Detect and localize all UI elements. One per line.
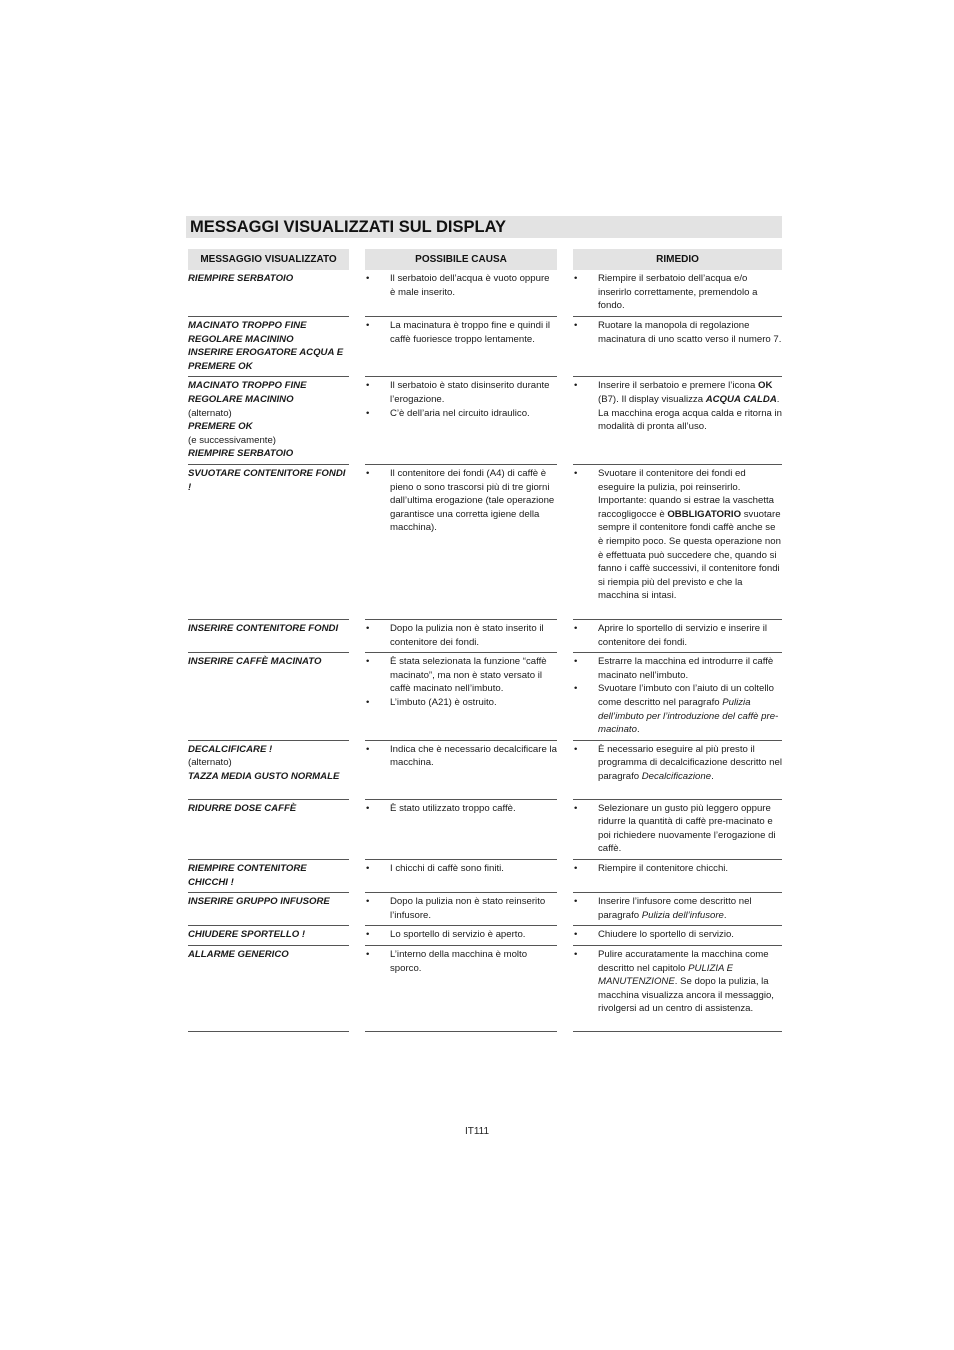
table-row bbox=[188, 800, 782, 860]
cause-cell bbox=[365, 465, 557, 620]
text-run: Selezionare un gusto più leggero oppure ridurre la quantità di caffè pre-macinato e poi richiedere nuovamente l’erogazione di caffè. bbox=[598, 802, 776, 855]
text-run: . Se dopo la pulizia, la macchina visualizza ancora il messaggio, rivolgersi ad un centro di assistenza. bbox=[598, 976, 774, 1015]
text-run: È stato utilizzato troppo caffè. bbox=[390, 802, 516, 814]
text-run: È necessario eseguire al più presto il programma di decalcificazione descritto nel paragrafo bbox=[598, 743, 782, 782]
remedy-list bbox=[573, 862, 782, 876]
text-run: Inserire l’infusore come descritto nel paragrafo bbox=[598, 896, 752, 921]
remedy-cell bbox=[573, 620, 782, 653]
message-text: PREMERE OK bbox=[188, 421, 253, 433]
column-gap bbox=[557, 946, 573, 1032]
remedy-cell bbox=[573, 800, 782, 860]
message-note: (alternato) bbox=[188, 757, 232, 769]
text-run: I chicchi di caffè sono finiti. bbox=[390, 863, 504, 875]
cause-cell bbox=[365, 800, 557, 860]
remedy-cell bbox=[573, 653, 782, 741]
text-run: Pulire accuratamente la macchina come descritto nel capitolo bbox=[598, 949, 769, 974]
text-run: Inserire il serbatoio e premere l’icona bbox=[598, 380, 758, 392]
text-run: Il serbatoio è stato disinserito durante l’erogazione. bbox=[390, 380, 550, 405]
cause-cell bbox=[365, 860, 557, 893]
message-cell bbox=[188, 465, 349, 620]
header-message: MESSAGGIO VISUALIZZATO bbox=[188, 249, 349, 270]
text-run: Il contenitore dei fondi (A4) di caffè è pieno o sono trascorsi più di tre giorni dall’ultima erogazione (tale operazione garantisce una corretta igiene della macchina). bbox=[390, 467, 555, 534]
text-run: . bbox=[711, 770, 714, 782]
column-gap bbox=[349, 893, 365, 926]
column-gap bbox=[557, 926, 573, 946]
remedy-cell bbox=[573, 465, 782, 620]
text-run: Chiudere lo sportello di servizio. bbox=[598, 929, 734, 941]
remedy-list bbox=[573, 467, 782, 603]
message-cell bbox=[188, 317, 349, 377]
message-text: REGOLARE MACININO bbox=[188, 393, 294, 405]
remedy-item bbox=[573, 928, 782, 942]
remedy-cell bbox=[573, 377, 782, 465]
cause-item bbox=[365, 622, 557, 649]
section-title: MESSAGGI VISUALIZZATI SUL DISPLAY bbox=[186, 216, 782, 238]
table-row bbox=[188, 946, 782, 1032]
message-text: INSERIRE GRUPPO INFUSORE bbox=[188, 896, 330, 908]
remedy-cell bbox=[573, 860, 782, 893]
column-gap bbox=[349, 926, 365, 946]
message-text: INSERIRE EROGATORE ACQUA E PREMERE OK bbox=[188, 347, 344, 372]
column-gap bbox=[557, 317, 573, 377]
column-gap bbox=[349, 741, 365, 800]
message-text: REGOLARE MACININO bbox=[188, 333, 294, 345]
text-run: Riempire il serbatoio dell’acqua e/o inserirlo correttamente, premendolo a fondo. bbox=[598, 273, 758, 312]
message-cell bbox=[188, 860, 349, 893]
cause-cell bbox=[365, 377, 557, 465]
message-cell bbox=[188, 893, 349, 926]
message-text: INSERIRE CONTENITORE FONDI bbox=[188, 622, 339, 634]
message-cell bbox=[188, 741, 349, 800]
remedy-list bbox=[573, 622, 782, 649]
table-row bbox=[188, 893, 782, 926]
header-cause: POSSIBILE CAUSA bbox=[365, 249, 557, 270]
cause-item bbox=[365, 379, 557, 406]
table-row bbox=[188, 620, 782, 653]
cause-item bbox=[365, 272, 557, 299]
cause-item bbox=[365, 407, 557, 421]
message-text: DECALCIFICARE ! bbox=[188, 743, 273, 755]
message-text: RIEMPIRE SERBATOIO bbox=[188, 273, 294, 284]
text-run: La macinatura è troppo fine e quindi il caffè fuoriesce troppo lentamente. bbox=[390, 320, 550, 345]
remedy-item bbox=[573, 379, 782, 433]
message-cell bbox=[188, 926, 349, 946]
cause-cell bbox=[365, 946, 557, 1032]
remedy-list bbox=[573, 272, 782, 313]
column-gap bbox=[349, 270, 365, 317]
text-run: Decalcificazione bbox=[641, 770, 712, 782]
text-run: OK bbox=[757, 380, 773, 392]
message-text: RIEMPIRE SERBATOIO bbox=[188, 448, 294, 460]
cause-item bbox=[365, 928, 557, 942]
message-text: RIDURRE DOSE CAFFÈ bbox=[188, 802, 297, 814]
text-run: ACQUA CALDA bbox=[705, 393, 777, 405]
message-text: MACINATO TROPPO FINE bbox=[188, 380, 307, 392]
remedy-cell bbox=[573, 926, 782, 946]
text-run: L’interno della macchina è molto sporco. bbox=[390, 949, 528, 974]
message-cell bbox=[188, 270, 349, 317]
message-cell bbox=[188, 800, 349, 860]
text-run: Estrarre la macchina ed introdurre il caffè macinato nell’imbuto. bbox=[598, 656, 774, 681]
table-row bbox=[188, 317, 782, 377]
table-row bbox=[188, 860, 782, 893]
remedy-item bbox=[573, 895, 782, 922]
column-gap bbox=[557, 893, 573, 926]
remedy-cell bbox=[573, 893, 782, 926]
remedy-item bbox=[573, 682, 782, 736]
column-gap bbox=[557, 800, 573, 860]
table-row bbox=[188, 926, 782, 946]
cause-cell bbox=[365, 270, 557, 317]
table-row bbox=[188, 377, 782, 465]
column-gap bbox=[557, 377, 573, 465]
text-run: Riempire il contenitore chicchi. bbox=[598, 863, 729, 875]
remedy-item bbox=[573, 272, 782, 313]
message-text: CHIUDERE SPORTELLO ! bbox=[188, 929, 306, 941]
message-note: (alternato) bbox=[188, 407, 232, 419]
message-text: ALLARME GENERICO bbox=[188, 949, 289, 961]
cause-list bbox=[365, 948, 557, 975]
cause-list bbox=[365, 622, 557, 649]
header-remedy: RIMEDIO bbox=[573, 249, 782, 270]
column-gap bbox=[557, 270, 573, 317]
text-run: Lo sportello di servizio è aperto. bbox=[390, 929, 526, 941]
remedy-item bbox=[573, 802, 782, 856]
remedy-list bbox=[573, 379, 782, 433]
cause-list bbox=[365, 862, 557, 876]
column-gap bbox=[557, 465, 573, 620]
column-gap bbox=[557, 620, 573, 653]
column-gap bbox=[349, 946, 365, 1032]
text-run: L’imbuto (A21) è ostruito. bbox=[390, 696, 497, 708]
text-run: . bbox=[636, 724, 640, 736]
table-row bbox=[188, 741, 782, 800]
cause-cell bbox=[365, 926, 557, 946]
remedy-list bbox=[573, 802, 782, 856]
message-text: MACINATO TROPPO FINE bbox=[188, 320, 307, 331]
column-gap bbox=[557, 741, 573, 800]
cause-list bbox=[365, 928, 557, 942]
cause-list bbox=[365, 895, 557, 922]
remedy-cell bbox=[573, 317, 782, 377]
text-run: PULIZIA E MANUTENZIONE bbox=[598, 962, 734, 988]
column-gap bbox=[349, 653, 365, 741]
cause-list bbox=[365, 743, 557, 770]
message-note: (e successivamente) bbox=[188, 434, 276, 446]
page-number: IT111 bbox=[464, 1126, 490, 1137]
cause-item bbox=[365, 467, 557, 535]
text-run: svuotare sempre il contenitore fondi caffè anche se è riempito poco. Se questa operazione non è effettuata può succedere che, quando si fanno i caffè successivi, il contenitore fondi si riempia più del previsto e che la macchina si intasi. bbox=[598, 508, 781, 602]
column-gap bbox=[557, 653, 573, 741]
text-run: Indica che è necessario decalcificare la macchina. bbox=[390, 743, 557, 769]
remedy-item bbox=[573, 622, 782, 649]
cause-item bbox=[365, 948, 557, 975]
remedy-list bbox=[573, 948, 782, 1016]
column-gap bbox=[349, 860, 365, 893]
text-run: Pulizia dell’imbuto per l’introduzione del caffè pre-macinato bbox=[598, 696, 779, 736]
column-gap bbox=[349, 620, 365, 653]
text-run: Dopo la pulizia non è stato reinserito l’infusore. bbox=[390, 896, 546, 921]
text-run: Svuotare il contenitore dei fondi ed eseguire la pulizia, poi reinserirlo. Importante: quando si estrae la vaschetta raccogligocce è bbox=[598, 467, 774, 520]
remedy-item bbox=[573, 319, 782, 346]
table-row bbox=[188, 465, 782, 620]
text-run: Svuotare l’imbuto con l’aiuto di un coltello come descritto nel paragrafo bbox=[598, 683, 774, 708]
message-text: TAZZA MEDIA GUSTO NORMALE bbox=[188, 770, 340, 782]
cause-list bbox=[365, 802, 557, 816]
remedy-list bbox=[573, 319, 782, 346]
message-cell bbox=[188, 620, 349, 653]
remedy-list bbox=[573, 895, 782, 922]
message-cell bbox=[188, 377, 349, 465]
messages-table bbox=[188, 270, 782, 1032]
remedy-item bbox=[573, 862, 782, 876]
text-run: Pulizia dell’infusore bbox=[641, 909, 724, 921]
remedy-cell bbox=[573, 270, 782, 317]
cause-cell bbox=[365, 620, 557, 653]
remedy-list bbox=[573, 655, 782, 737]
cause-list bbox=[365, 272, 557, 299]
message-text: RIEMPIRE CONTENITORE CHICCHI ! bbox=[188, 863, 307, 888]
column-gap bbox=[349, 465, 365, 620]
text-run: Dopo la pulizia non è stato inserito il contenitore dei fondi. bbox=[390, 622, 544, 648]
remedy-item bbox=[573, 655, 782, 682]
cause-item bbox=[365, 319, 557, 346]
remedy-item bbox=[573, 743, 782, 784]
text-run: C’è dell’aria nel circuito idraulico. bbox=[390, 407, 530, 419]
remedy-cell bbox=[573, 741, 782, 800]
cause-item bbox=[365, 802, 557, 816]
cause-item bbox=[365, 862, 557, 876]
cause-cell bbox=[365, 893, 557, 926]
remedy-list bbox=[573, 928, 782, 942]
message-cell bbox=[188, 946, 349, 1032]
cause-list bbox=[365, 379, 557, 420]
message-text: INSERIRE CAFFÈ MACINATO bbox=[188, 656, 322, 668]
table-row bbox=[188, 270, 782, 317]
column-gap bbox=[349, 377, 365, 465]
column-gap bbox=[557, 860, 573, 893]
cause-cell bbox=[365, 741, 557, 800]
cause-item bbox=[365, 895, 557, 922]
text-run: Ruotare la manopola di regolazione macinatura di uno scatto verso il numero 7. bbox=[598, 320, 782, 345]
cause-cell bbox=[365, 317, 557, 377]
remedy-list bbox=[573, 743, 782, 784]
column-gap bbox=[349, 800, 365, 860]
text-run: Il serbatoio dell’acqua è vuoto oppure è male inserito. bbox=[390, 273, 550, 298]
text-run: OBBLIGATORIO bbox=[667, 508, 742, 520]
text-run: . bbox=[723, 909, 727, 921]
cause-cell bbox=[365, 653, 557, 741]
message-cell bbox=[188, 653, 349, 741]
text-run: È stata selezionata la funzione “caffè macinato”, ma non è stato versato il caffè macinato nell’imbuto. bbox=[390, 656, 547, 695]
cause-list bbox=[365, 319, 557, 346]
cause-item bbox=[365, 655, 557, 696]
column-gap bbox=[349, 317, 365, 377]
remedy-item bbox=[573, 948, 782, 1016]
cause-item bbox=[365, 696, 557, 710]
messages-table-body bbox=[188, 270, 782, 1032]
remedy-item bbox=[573, 467, 782, 603]
message-text: SVUOTARE CONTENITORE FONDI ! bbox=[188, 467, 346, 493]
cause-list bbox=[365, 467, 557, 535]
remedy-cell bbox=[573, 946, 782, 1032]
cause-item bbox=[365, 743, 557, 770]
cause-list bbox=[365, 655, 557, 709]
text-run: Aprire lo sportello di servizio e inserire il contenitore dei fondi. bbox=[598, 622, 768, 648]
table-row bbox=[188, 653, 782, 741]
text-run: (B7). Il display visualizza bbox=[598, 393, 706, 405]
text-run: . La macchina eroga acqua calda e ritorna in modalità di pronta all’uso. bbox=[598, 393, 782, 433]
